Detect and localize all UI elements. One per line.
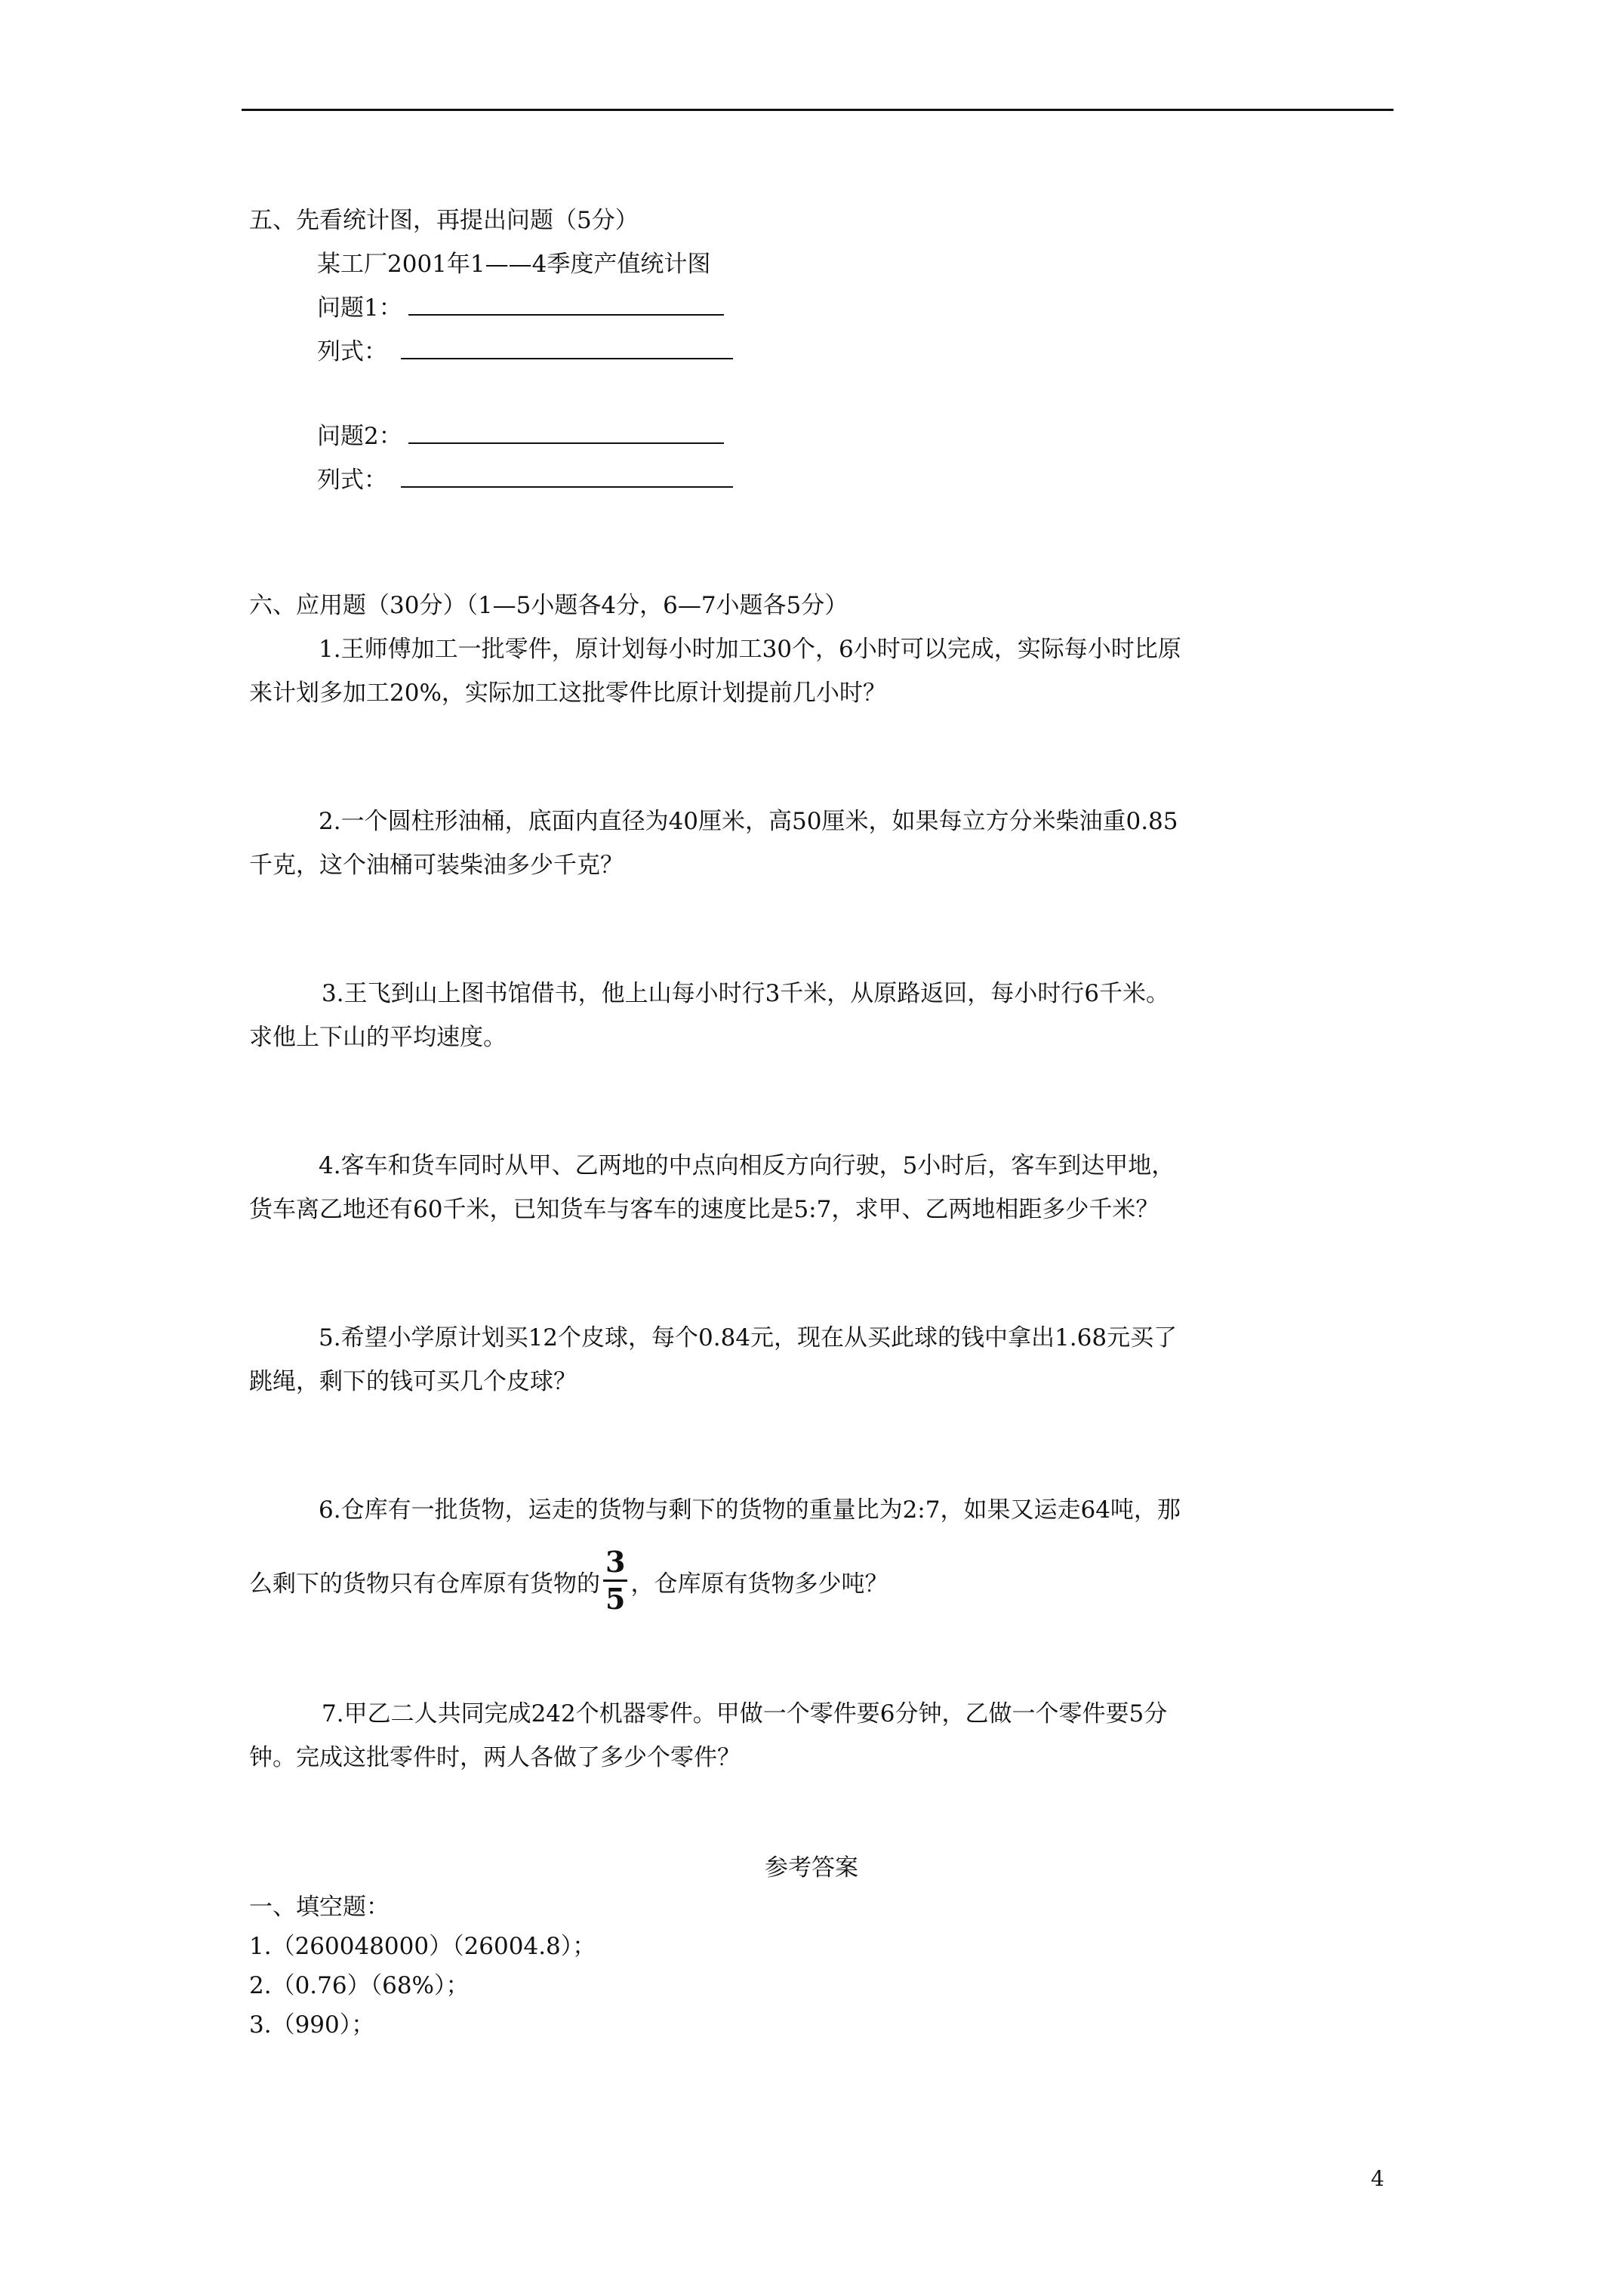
header-rule <box>242 109 1394 111</box>
answer-1: 1.（260048000）（26004.8）； <box>249 1933 596 1960</box>
problem1-line2: 来计划多加工20%，实际加工这批零件比原计划提前几小时？ <box>249 680 886 707</box>
question2-blank[interactable] <box>408 442 724 444</box>
fraction-numerator: 3 <box>603 1548 627 1582</box>
question1-label: 问题1： <box>317 294 402 322</box>
answers-subheading: 一、填空题： <box>249 1894 390 1921</box>
problem6-line2-start: 么剩下的货物只有仓库原有货物的 <box>249 1570 600 1598</box>
problem2-line1: 2.一个圆柱形油桶，底面内直径为40厘米，高50厘米，如果每立方分米柴油重0.85 <box>319 808 1178 835</box>
section6-heading: 六、应用题（30分）（1—5小题各4分，6—7小题各5分） <box>249 592 848 619</box>
problem3-line2: 求他上下山的平均速度。 <box>249 1024 507 1051</box>
problem7-line1: 7.甲乙二人共同完成242个机器零件。甲做一个零件要6分钟，乙做一个零件要5分 <box>322 1700 1168 1727</box>
answer-3: 3.（990）； <box>249 2011 375 2039</box>
formula2-label: 列式： <box>317 467 387 494</box>
problem7-line2: 钟。完成这批零件时，两人各做了多少个零件？ <box>249 1744 741 1771</box>
formula2-row <box>317 465 733 495</box>
question2-row <box>317 421 724 451</box>
formula2-blank[interactable] <box>401 486 733 488</box>
chart-caption: 某工厂2001年1——4季度产值统计图 <box>317 251 711 278</box>
problem4-line2: 货车离乙地还有60千米，已知货车与客车的速度比是5:7，求甲、乙两地相距多少千米？ <box>249 1196 1160 1223</box>
question1-blank[interactable] <box>408 314 724 316</box>
question1-row <box>317 293 724 323</box>
problem6-line2 <box>249 1545 888 1618</box>
formula1-label: 列式： <box>317 338 387 365</box>
fraction-three-fifths <box>603 1545 627 1616</box>
problem5-line2: 跳绳，剩下的钱可买几个皮球？ <box>249 1368 577 1395</box>
problem3-line1: 3.王飞到山上图书馆借书，他上山每小时行3千米，从原路返回，每小时行6千米。 <box>322 980 1170 1007</box>
page-number: 4 <box>1371 2166 1384 2191</box>
answers-title: 参考答案 <box>765 1854 858 1881</box>
problem6-line2-end: ，仓库原有货物多少吨？ <box>630 1570 888 1598</box>
problem6-line1: 6.仓库有一批货物，运走的货物与剩下的货物的重量比为2:7，如果又运走64吨，那 <box>319 1496 1181 1524</box>
answer-2: 2.（0.76）（68%）； <box>249 1972 470 1999</box>
question2-label: 问题2： <box>317 423 402 450</box>
problem2-line2: 千克，这个油桶可装柴油多少千克？ <box>249 852 624 879</box>
problem1-line1: 1.王师傅加工一批零件，原计划每小时加工30个，6小时可以完成，实际每小时比原 <box>319 636 1181 663</box>
formula1-row <box>317 337 733 367</box>
problem4-line1: 4.客车和货车同时从甲、乙两地的中点向相反方向行驶，5小时后，客车到达甲地， <box>319 1152 1175 1179</box>
problem5-line1: 5.希望小学原计划买12个皮球，每个0.84元，现在从买此球的钱中拿出1.68元买了 <box>319 1324 1178 1351</box>
section5-heading: 五、先看统计图，再提出问题（5分） <box>249 207 639 234</box>
fraction-denominator: 5 <box>605 1582 626 1616</box>
formula1-blank[interactable] <box>401 358 733 359</box>
